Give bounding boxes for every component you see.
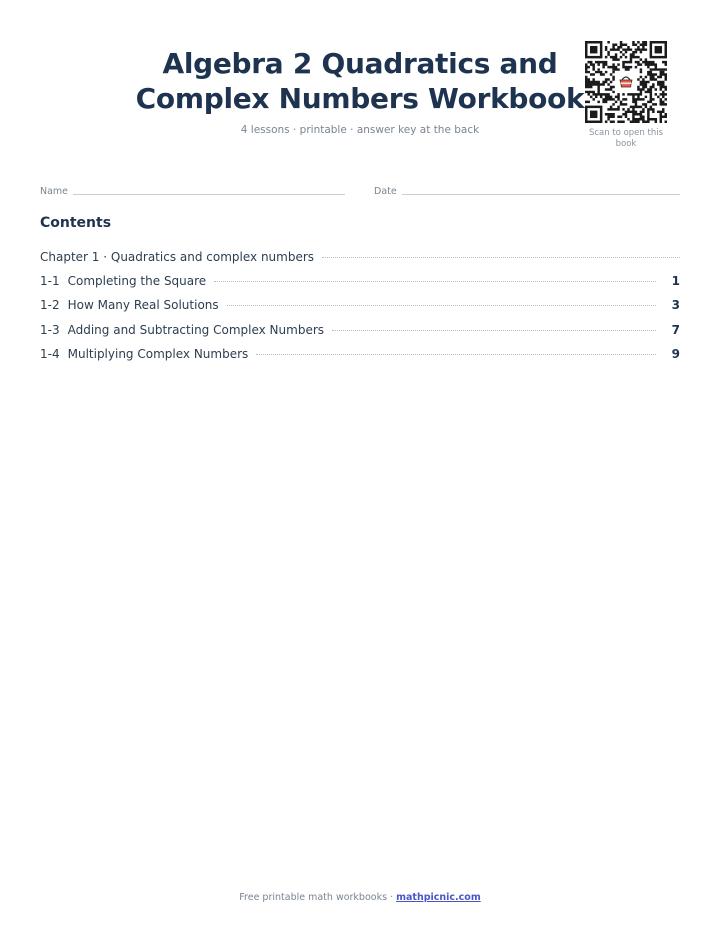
qr-caption: Scan to open this book: [588, 128, 664, 149]
toc-chapter[interactable]: [40, 250, 680, 268]
toc-leader: [227, 305, 656, 306]
toc-lesson-title: Multiplying Complex Numbers: [67, 347, 249, 361]
qr-finder: [655, 46, 662, 53]
toc-lesson-title: How Many Real Solutions: [67, 298, 219, 312]
date-label: Date: [374, 186, 397, 197]
toc-lesson[interactable]: [40, 323, 680, 341]
toc-lesson-title: Completing the Square: [67, 274, 207, 288]
qr-code[interactable]: [585, 41, 667, 123]
toc-lesson[interactable]: [40, 298, 680, 316]
footer: [0, 892, 720, 903]
page-title: Algebra 2 Quadratics and Complex Numbers Workbook: [135, 47, 585, 115]
qr-finder: [590, 111, 597, 118]
toc-chapter-title: Chapter 1 · Quadratics and complex numbers: [40, 250, 315, 264]
name-label: Name: [40, 186, 69, 197]
toc-page-number: 3: [671, 298, 680, 312]
basket-icon: [617, 73, 635, 91]
date-line[interactable]: [402, 194, 680, 195]
toc-page-number: 7: [671, 323, 680, 337]
toc-leader: [256, 354, 656, 355]
toc-lesson-number: 1-1: [40, 274, 60, 288]
toc-lesson[interactable]: [40, 274, 680, 292]
toc-lesson-title: Adding and Subtracting Complex Numbers: [67, 323, 325, 337]
toc-leader: [322, 257, 680, 258]
toc-page-number: 1: [671, 274, 680, 288]
toc-leader: [214, 281, 656, 282]
name-date-fields: [40, 186, 680, 200]
toc-lesson-number: 1-3: [40, 323, 60, 337]
name-line[interactable]: [73, 194, 345, 195]
toc-lesson[interactable]: [40, 347, 680, 365]
page-subtitle: 4 lessons · printable · answer key at the back: [240, 124, 480, 136]
toc-page-number: 9: [671, 347, 680, 361]
toc-leader: [332, 330, 656, 331]
footer-link[interactable]: mathpicnic.com: [396, 892, 481, 903]
qr-finder: [590, 46, 597, 53]
toc-lesson-number: 1-2: [40, 298, 60, 312]
toc-lesson-number: 1-4: [40, 347, 60, 361]
footer-text: Free printable math workbooks ·: [239, 892, 397, 903]
contents-heading: Contents: [40, 215, 112, 231]
